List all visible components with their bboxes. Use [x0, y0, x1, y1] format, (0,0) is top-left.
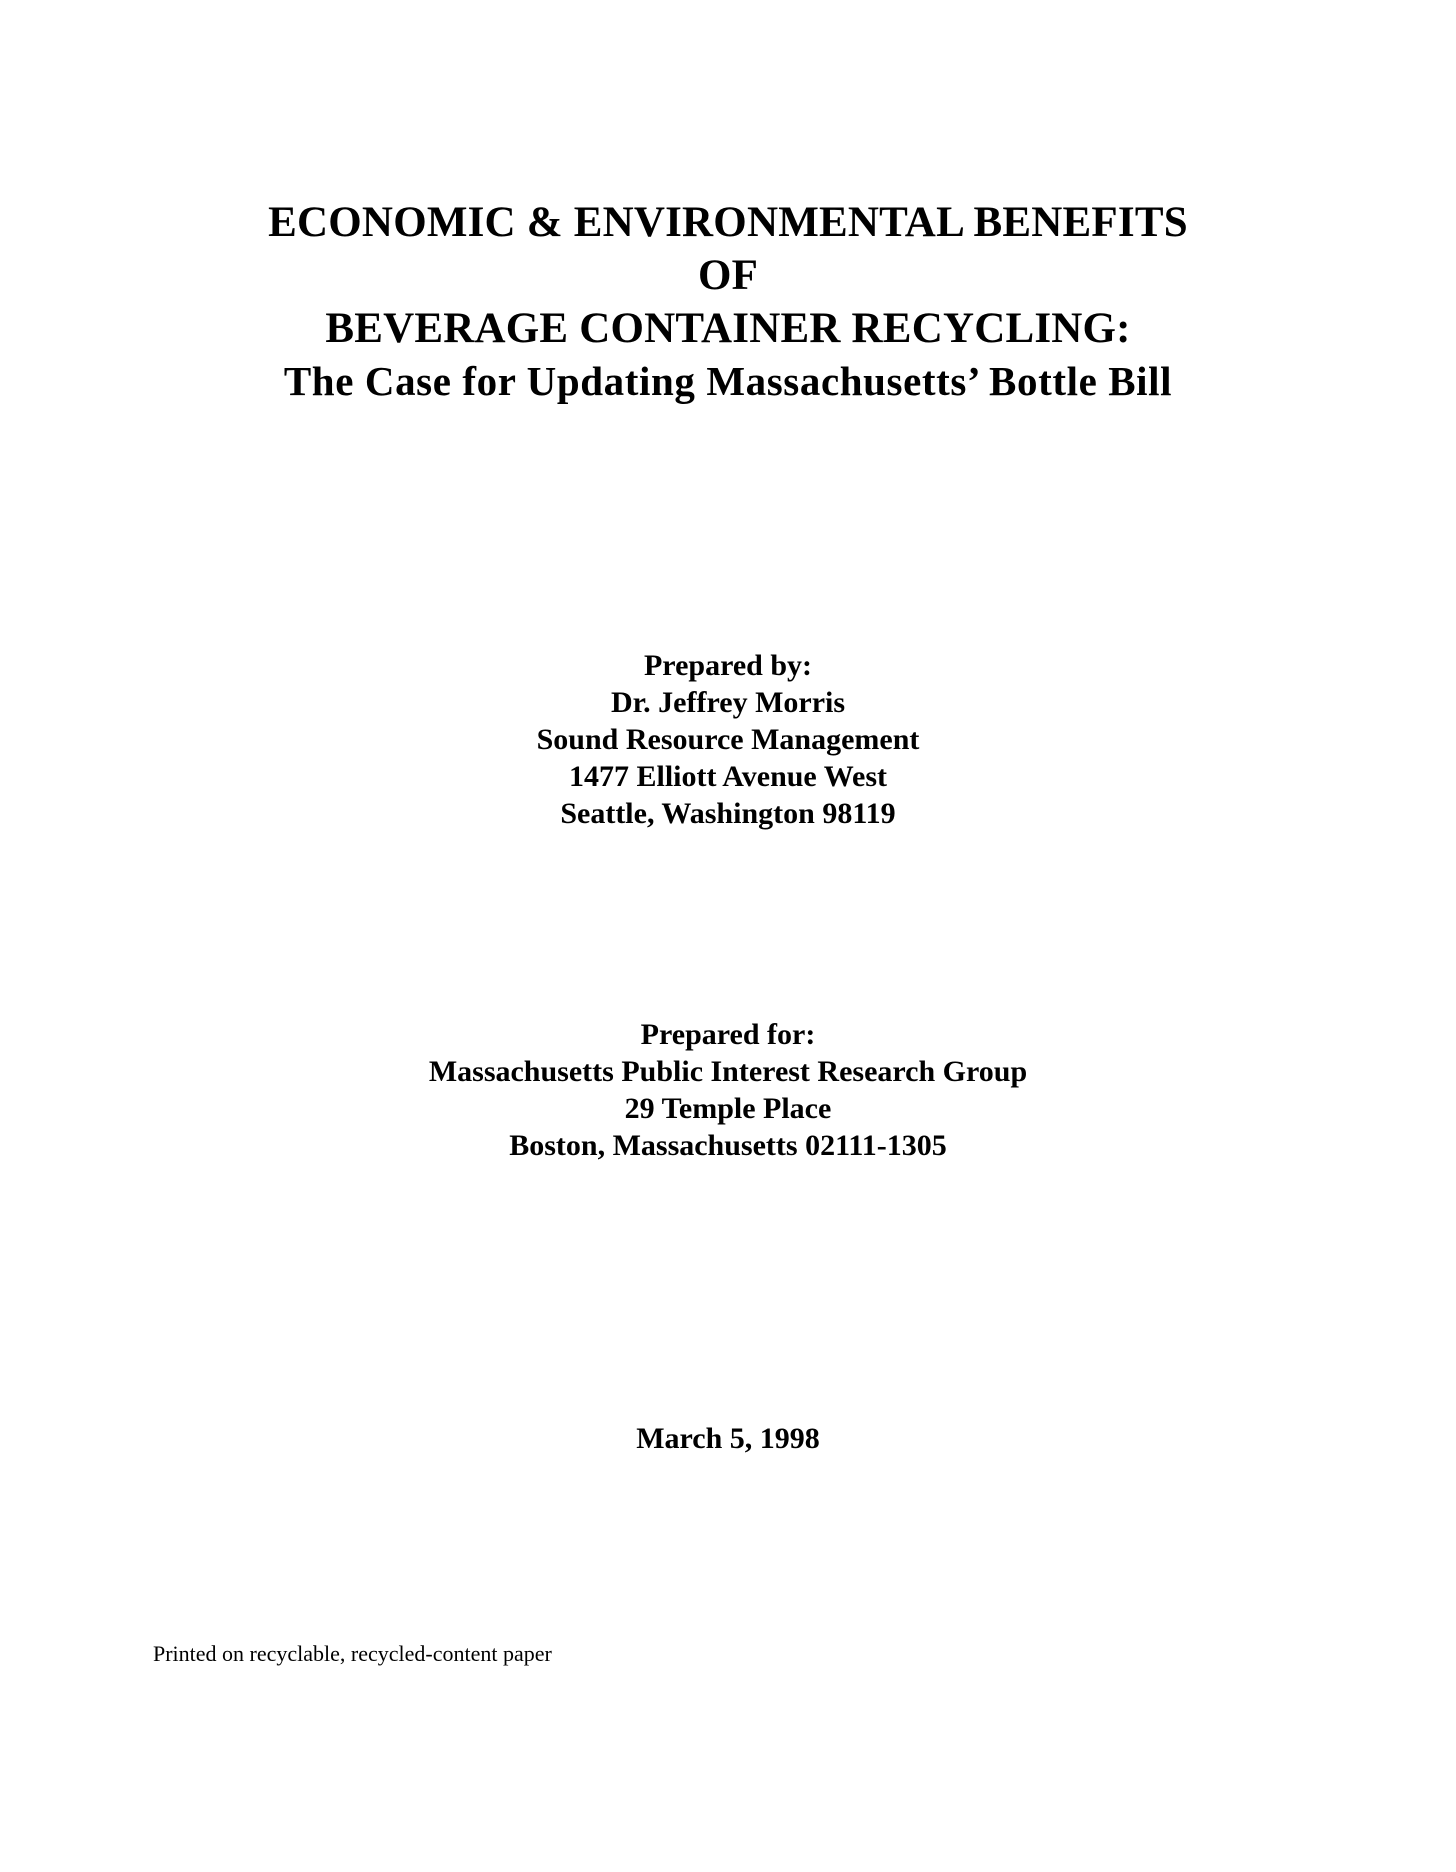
report-title	[0, 196, 1456, 408]
title-line-2: OF	[697, 252, 759, 299]
client-organization: Massachusetts Public Interest Research Group	[428, 1055, 1028, 1088]
author-address-street: 1477 Elliott Avenue West	[568, 760, 888, 793]
prepared-for-block	[0, 1016, 1456, 1164]
prepared-by-label: Prepared by:	[643, 649, 813, 682]
report-subtitle: The Case for Updating Massachusetts’ Bottle Bill	[283, 358, 1173, 404]
recycled-paper-note: Printed on recyclable, recycled-content paper	[153, 1641, 552, 1666]
title-line-3: BEVERAGE CONTAINER RECYCLING:	[325, 305, 1131, 352]
title-line-1: ECONOMIC & ENVIRONMENTAL BENEFITS	[268, 199, 1188, 246]
prepared-for-label: Prepared for:	[640, 1018, 816, 1051]
report-date: March 5, 1998	[636, 1422, 820, 1455]
prepared-by-block	[0, 647, 1456, 832]
author-organization: Sound Resource Management	[536, 723, 920, 756]
author-address-city: Seattle, Washington 98119	[560, 797, 896, 830]
client-address-street: 29 Temple Place	[624, 1092, 832, 1125]
client-address-city: Boston, Massachusetts 02111-1305	[509, 1129, 947, 1162]
author-name: Dr. Jeffrey Morris	[610, 686, 846, 719]
